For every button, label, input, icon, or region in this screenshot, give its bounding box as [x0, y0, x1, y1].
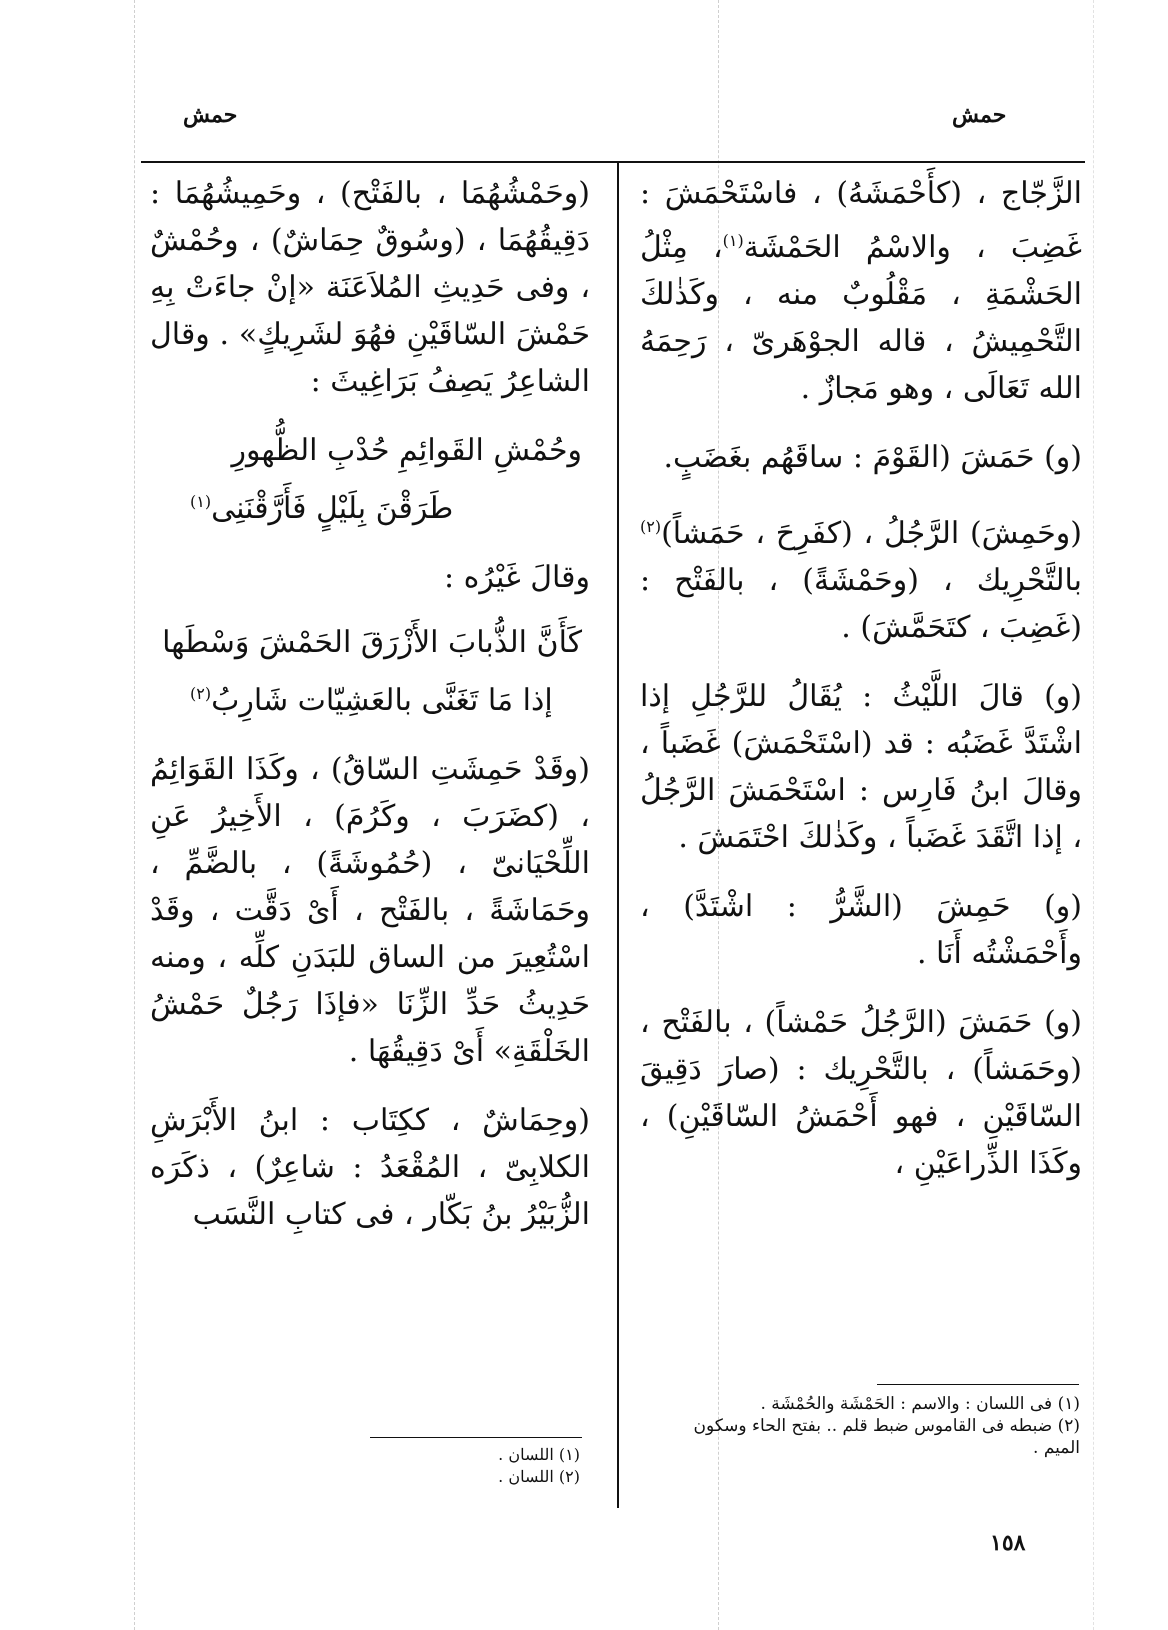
footnote-rule-right — [877, 1384, 1079, 1385]
footnote-marker: (١) — [722, 231, 744, 250]
footnotes-right — [660, 1393, 1080, 1459]
page-number: ١٥٨ — [990, 1530, 1026, 1556]
running-header-right: حمش — [952, 102, 1007, 128]
entry-paragraph: (و) حَمَشَ (الرَّجُلُ حَمْشاً) ، بالفَتْح ، (وحَمَشاً) ، بالتَّحْرِيك : (صارَ دَقِيقَ السّاقَيْنِ ، فهو أَحْمَشُ السّاقَيْنِ) ، وكَذَا الذِّراعَيْنِ ، — [640, 1005, 1082, 1181]
footnote-marker: (١) — [190, 492, 212, 511]
footnotes-left — [380, 1444, 580, 1488]
footnote-marker: (٢) — [190, 684, 212, 703]
left-column — [150, 170, 590, 1260]
entry-paragraph: الزَّجّاج ، (كأَحْمَشَهُ) ، فاسْتَحْمَشَ : غَضِبَ ، والاسْمُ الحَمْشَة$^{(١)}$، مِثْلُ الحَشْمَةِ ، مَقْلُوبٌ منه ، وكَذٰلكَ التَّحْمِيشُ ، قاله الجوْهَرىّ ، رَحِمَهُ الله تَعَالَى ، وهو مَجازٌ . — [640, 176, 1082, 406]
right-column — [640, 170, 1082, 1209]
verse-line: وحُمْشِ القَوائِمِ حُدْبِ الظُّهورِ — [231, 433, 582, 468]
running-header-left: حمش — [183, 102, 238, 128]
header-rule — [141, 161, 1085, 163]
footnote-rule-left — [370, 1437, 582, 1438]
entry-paragraph: وقالَ غَيْرُه : — [444, 560, 590, 595]
entry-paragraph: (وحَمْشُهُمَا ، بالفَتْح) ، وحَمِيشُهُمَا : دَقِيقُهُمَا ، (وسُوقٌ حِمَاشٌ) ، وحُمْشٌ ، وفى حَدِيثِ المُلاَعَنَة «إنْ جاءَتْ بِهِ حَمْشَ السّاقَيْنِ فهُوَ لشَرِيكٍ» . وقال الشاعِرُ يَصِفُ بَرَاغِيثَ : — [150, 176, 590, 399]
footnote: (٢) ضبطه فى القاموس ضبط قلم .. بفتح الحاء وسكون الميم . — [693, 1416, 1080, 1458]
verse-line: طَرَقْنَ بِلَيْلٍ فَأَرَّقْنَنِى$^{(١)}$ — [190, 491, 454, 526]
scan-artifact-line — [134, 0, 135, 1630]
entry-paragraph: (و) حَمَشَ (القَوْمَ : ساقَهُم بغَضَبٍ. — [663, 440, 1082, 475]
footnote: (٢) اللسان . — [498, 1467, 580, 1486]
footnote: (١) اللسان . — [498, 1445, 580, 1464]
entry-paragraph: (وحَمِشَ) الرَّجُلُ ، (كفَرِحَ ، حَمَشاً)$^{(٢)}$ بالتَّحْرِيك ، (وحَمْشَةً) ، بالفَتْح : (غَضِبَ ، كتَحَمَّشَ) . — [640, 516, 1082, 645]
entry-paragraph: (وقَدْ حَمِشَتِ السّاقُ) ، وكَذَا القَوَائِمُ ، (كضَرَبَ ، وكَرُمَ) ، الأَخِيرُ عَنِ اللِّحْيَانىّ ، (حُمُوشَةً) ، بالضَّمِّ ، وحَمَاشَةً ، بالفَتْح ، أَىْ دَقَّت ، وقَدْ اسْتُعِيرَ من الساق للبَدَنِ كلِّه ، ومنه حَدِيثُ حَدِّ الزِّنَا «فإذَا رَجُلٌ حَمْشُ الخَلْقَةِ» أَىْ دَقِيقُهَا . — [150, 752, 590, 1069]
column-divider — [617, 162, 619, 1508]
footnote: (١) فى اللسان : والاسم : الحَمْشَة والحُمْشَة . — [760, 1394, 1080, 1414]
entry-paragraph: (وحِمَاشٌ ، ككِتَاب : ابنُ الأَبْرَشِ الكلابِىّ ، المُقْعَدُ : شاعِرٌ) ، ذكَرَه الزُّبَيْرُ بنُ بَكّار ، فى كتابِ النَّسَب — [150, 1103, 590, 1232]
entry-paragraph: (و) قالَ اللَّيْثُ : يُقَالُ للرَّجُلِ إذا اشْتَدَّ غَضَبُه : قد (اسْتَحْمَشَ) غَضَباً ، وقالَ ابنُ فَارِس : اسْتَحْمَشَ الرَّجُلُ ، إذا اتَّقَدَ غَضَباً ، وكَذٰلكَ احْتَمَشَ . — [640, 679, 1082, 855]
footnote-marker: (٢) — [640, 517, 662, 536]
entry-paragraph: (و) حَمِشَ (الشَّرُّ : اشْتَدَّ) ، وأَحْمَشْتُه أَنَا . — [640, 889, 1082, 971]
verse-line: كَأَنَّ الذُّبابَ الأَزْرَقَ الحَمْشَ وَسْطَها — [162, 625, 582, 660]
scan-artifact-line — [1093, 0, 1094, 1630]
verse-line: إذا مَا تَغَنَّى بالعَشِيّات شَارِبُ$^{(٢)}$ — [190, 683, 553, 718]
